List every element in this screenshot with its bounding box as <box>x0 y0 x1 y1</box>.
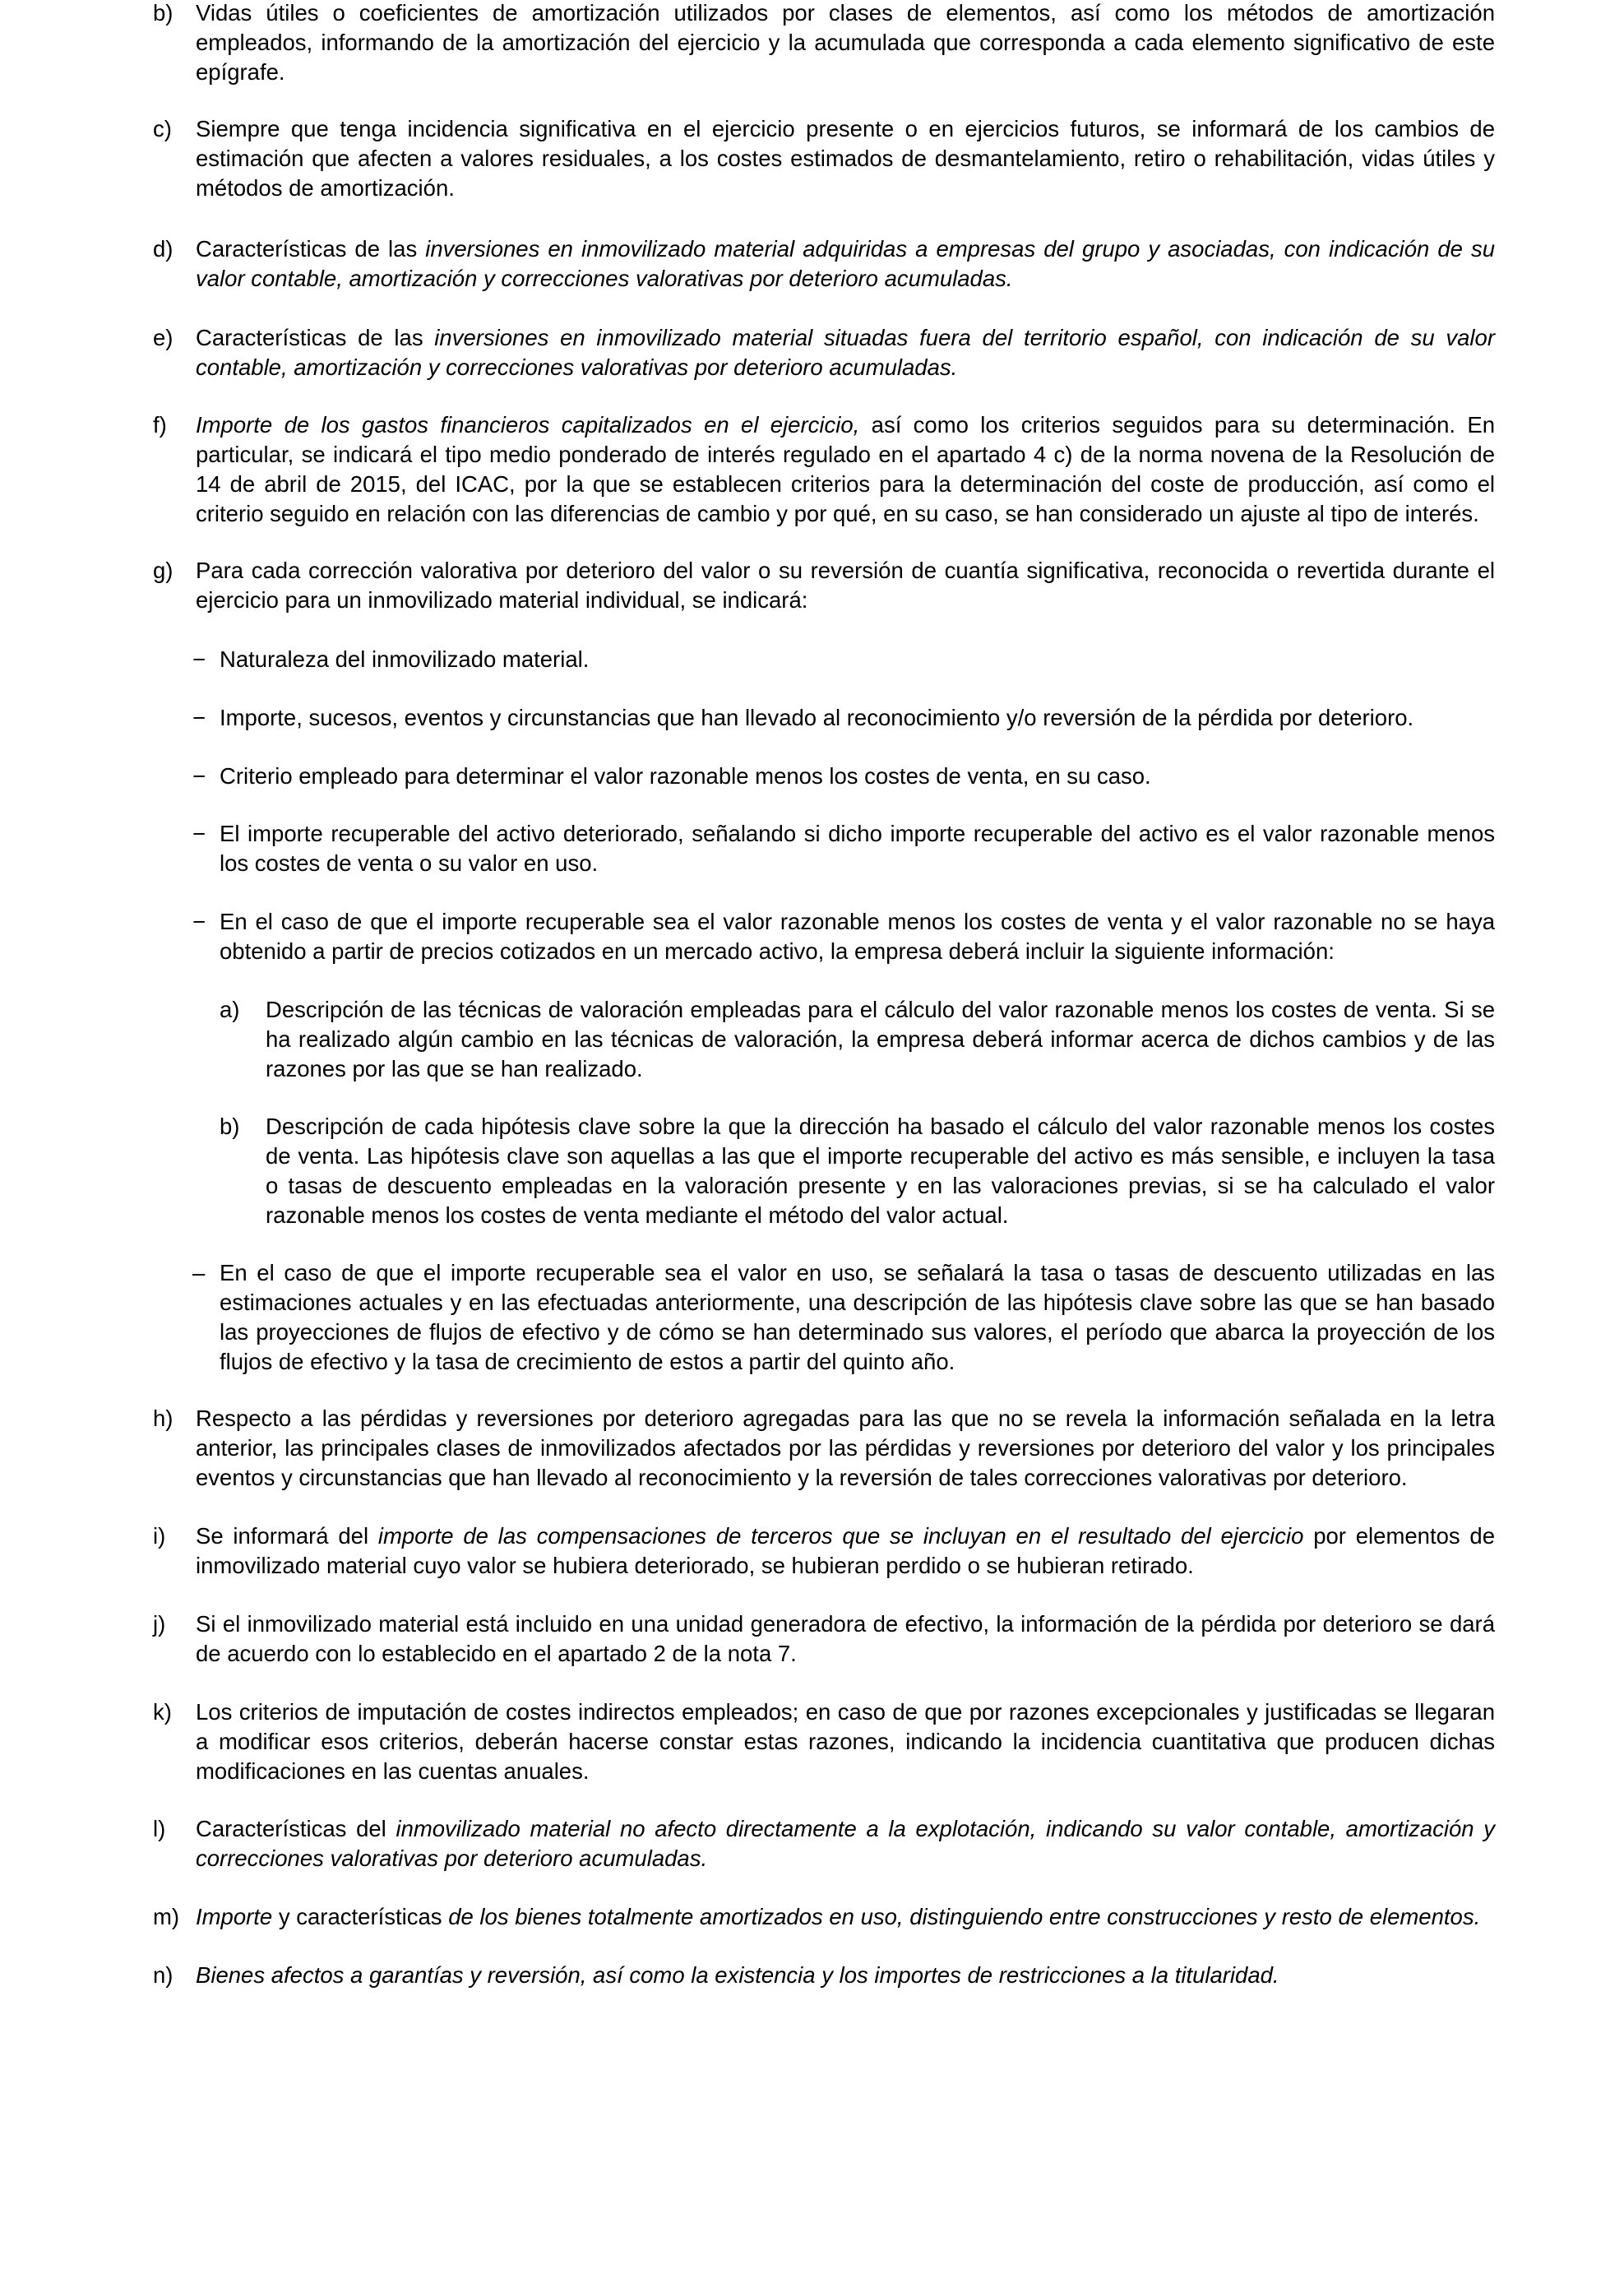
bullet-3-text: Criterio empleado para determinar el valor razonable menos los costes de venta, en su caso. <box>220 763 1151 789</box>
bullet-2-text: Importe, sucesos, eventos y circunstancias que han llevado al reconocimiento y/o reversión de la pérdida por deterioro. <box>220 705 1414 730</box>
subitem-b-text: Descripción de cada hipótesis clave sobre la que la dirección ha basado el cálculo del valor razonable menos los costes de venta. Las hipótesis clave son aquellas a las que el importe recuperable del activo es más sensible, e incluyen la tasa o tasas de descuento empleadas en la valoración presente y en las valoraciones previas, si se ha calculado el valor razonable menos los costes de venta mediante el método del valor actual. <box>266 1114 1495 1228</box>
item-e-text: Características de las inversiones en inmovilizado material situadas fuera del territorio español, con indicación de su valor contable, amortización y correcciones valorativas por deterioro acumuladas. <box>196 325 1495 380</box>
item-l-text: Características del inmovilizado material no afecto directamente a la explotación, indicando su valor contable, amortización y correcciones valorativas por deterioro acumuladas. <box>196 1816 1495 1871</box>
bullet-4-text: El importe recuperable del activo deteriorado, señalando si dicho importe recuperable del activo es el valor razonable menos los costes de venta o su valor en uso. <box>220 821 1495 876</box>
item-marker-f: f) <box>153 412 167 438</box>
item-k-text: Los criterios de imputación de costes indirectos empleados; en caso de que por razones excepcionales y justificadas se llegaran a modificar esos criterios, deberán hacerse constar estas razones, indicando la incidencia cuantitativa que producen dichas modificaciones en las cuentas anuales. <box>196 1699 1495 1784</box>
item-c-text: Siempre que tenga incidencia significativa en el ejercicio presente o en ejercicios futuros, se informará de los cambios de estimación que afecten a valores residuales, a los costes estimados de desmantelamiento, retiro o rehabilitación, vidas útiles y métodos de amortización. <box>196 116 1495 201</box>
item-marker-g: g) <box>153 558 174 583</box>
dash-bullet-1: − <box>192 646 206 672</box>
dash-bullet-4: − <box>192 821 206 846</box>
item-marker-m: m) <box>153 1904 180 1929</box>
item-marker-i: i) <box>153 1523 166 1549</box>
bullet-5-text: En el caso de que el importe recuperable sea el valor razonable menos los costes de venta y el valor razonable no se haya obtenido a partir de precios cotizados en un mercado activo, la empresa deberá incluir la siguiente información: <box>220 909 1495 964</box>
item-f-text: Importe de los gastos financieros capitalizados en el ejercicio, así como los criterios seguidos para su determinación. En particular, se indicará el tipo medio ponderado de interés regulado en el apartado 4 c) de la norma novena de la Resolución de 14 de abril de 2015, del ICAC, por la que se establecen criterios para la determinación del coste de producción, así como el criterio seguido en relación con las diferencias de cambio y por qué, en su caso, se han considerado un ajuste al tipo de interés. <box>196 412 1495 526</box>
subitem-marker-b: b) <box>220 1114 240 1139</box>
item-i-text: Se informará del importe de las compensaciones de terceros que se incluyan en el resultado del ejercicio por elementos de inmovilizado material cuyo valor se hubiera deteriorado, se hubieran perdido o se hubieran retirado. <box>196 1523 1496 1578</box>
dash-bullet-3: − <box>192 763 206 789</box>
item-marker-k: k) <box>153 1699 172 1725</box>
item-j-text: Si el inmovilizado material está incluido en una unidad generadora de efectivo, la información de la pérdida por deterioro se dará de acuerdo con lo establecido en el apartado 2 de la nota 7. <box>196 1611 1495 1666</box>
bullet-6-text: En el caso de que el importe recuperable sea el valor en uso, se señalará la tasa o tasas de descuento utilizadas en las estimaciones actuales y en las efectuadas anteriormente, una descripción de las hipótesis clave sobre las que se han basado las proyecciones de flujos de efectivo y de cómo se han determinado sus valores, el período que abarca la proyección de los flujos de efectivo y la tasa de crecimiento de estos a partir del quinto año. <box>220 1260 1495 1374</box>
item-marker-h: h) <box>153 1405 174 1431</box>
dash-bullet-2: − <box>192 705 206 730</box>
item-d-text: Características de las inversiones en inmovilizado material adquiridas a empresas del grupo y asociadas, con indicación de su valor contable, amortización y correcciones valorativas por deterioro acumuladas. <box>196 236 1495 291</box>
dash-bullet-5: − <box>192 909 206 934</box>
subitem-a-text: Descripción de las técnicas de valoración empleadas para el cálculo del valor razonable menos los costes de venta. Si se ha realizado algún cambio en las técnicas de valoración, la empresa deberá informar acerca de dichos cambios y de las razones por las que se han realizado. <box>266 997 1495 1081</box>
bullet-1-text: Naturaleza del inmovilizado material. <box>220 646 590 672</box>
item-marker-l: l) <box>153 1816 166 1841</box>
item-marker-b: b) <box>153 0 174 25</box>
item-h-text: Respecto a las pérdidas y reversiones por deterioro agregadas para las que no se revela la información señalada en la letra anterior, las principales clases de inmovilizados afectados por las pérdidas y reversiones por deterioro del valor y los principales eventos y circunstancias que han llevado al reconocimiento y la reversión de tales correcciones valorativas por deterioro. <box>196 1405 1495 1490</box>
item-g-text: Para cada corrección valorativa por deterioro del valor o su reversión de cuantía significativa, reconocida o revertida durante el ejercicio para un inmovilizado material individual, se indicará: <box>196 558 1495 613</box>
item-marker-n: n) <box>153 1962 174 1988</box>
subitem-marker-a: a) <box>220 997 240 1022</box>
item-marker-d: d) <box>153 236 174 262</box>
item-marker-e: e) <box>153 325 174 350</box>
dash-bullet-6: – <box>192 1260 206 1285</box>
item-n-text: Bienes afectos a garantías y reversión, así como la existencia y los importes de restricciones a la titularidad. <box>196 1962 1279 1988</box>
item-marker-c: c) <box>153 116 172 141</box>
item-marker-j: j) <box>153 1611 166 1637</box>
item-m-text: Importe y características de los bienes totalmente amortizados en uso, distinguiendo entre construcciones y resto de elementos. <box>196 1904 1481 1929</box>
item-b-text: Vidas útiles o coeficientes de amortización utilizados por clases de elementos, así como los métodos de amortización empleados, informando de la amortización del ejercicio y la acumulada que corresponda a cada elemento significativo de este epígrafe. <box>196 0 1495 85</box>
